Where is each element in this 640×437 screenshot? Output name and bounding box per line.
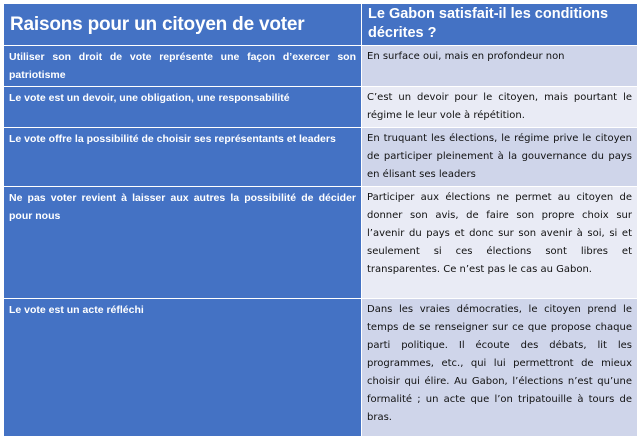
table-row bbox=[4, 46, 638, 87]
table-header-row bbox=[4, 4, 638, 46]
table-row bbox=[4, 87, 638, 128]
reason-cell: Ne pas voter revient à laisser aux autres la possibilité de décider pour nous bbox=[4, 187, 362, 299]
reason-cell: Utiliser son droit de vote représente une façon d’exercer son patriotisme bbox=[4, 46, 362, 87]
answer-cell: En surface oui, mais en profondeur non bbox=[362, 46, 638, 87]
table-row bbox=[4, 187, 638, 299]
table-row bbox=[4, 128, 638, 187]
answer-cell: C’est un devoir pour le citoyen, mais pourtant le régime le leur vole à répétition. bbox=[362, 87, 638, 128]
reason-cell: Le vote offre la possibilité de choisir ses représentants et leaders bbox=[4, 128, 362, 187]
header-gabon-conditions: Le Gabon satisfait-il les conditions décrites ? bbox=[362, 4, 638, 46]
answer-cell: Dans les vraies démocraties, le citoyen prend le temps de se renseigner sur ce que propose chaque parti politique. Il écoute des débats, lit les programmes, etc., qui lui permettront de mieux choisir qui élire. Au Gabon, l’élections n’est qu’une formalité ; un acte que l’on tripatouille à tours de bras. bbox=[362, 299, 638, 437]
table-row bbox=[4, 299, 638, 437]
answer-cell: Participer aux élections ne permet au citoyen de donner son avis, de faire son propre choix sur l’avenir du pays et donc sur son avenir à soi, si et seulement si ces élections sont libres et transparentes. Ce n’est pas le cas au Gabon. bbox=[362, 187, 638, 299]
reason-cell: Le vote est un devoir, une obligation, une responsabilité bbox=[4, 87, 362, 128]
answer-cell: En truquant les élections, le régime prive le citoyen de participer pleinement à la gouvernance du pays en élisant ses leaders bbox=[362, 128, 638, 187]
vote-reasons-table bbox=[3, 3, 638, 437]
header-reasons: Raisons pour un citoyen de voter bbox=[4, 4, 362, 46]
reason-cell: Le vote est un acte réfléchi bbox=[4, 299, 362, 437]
